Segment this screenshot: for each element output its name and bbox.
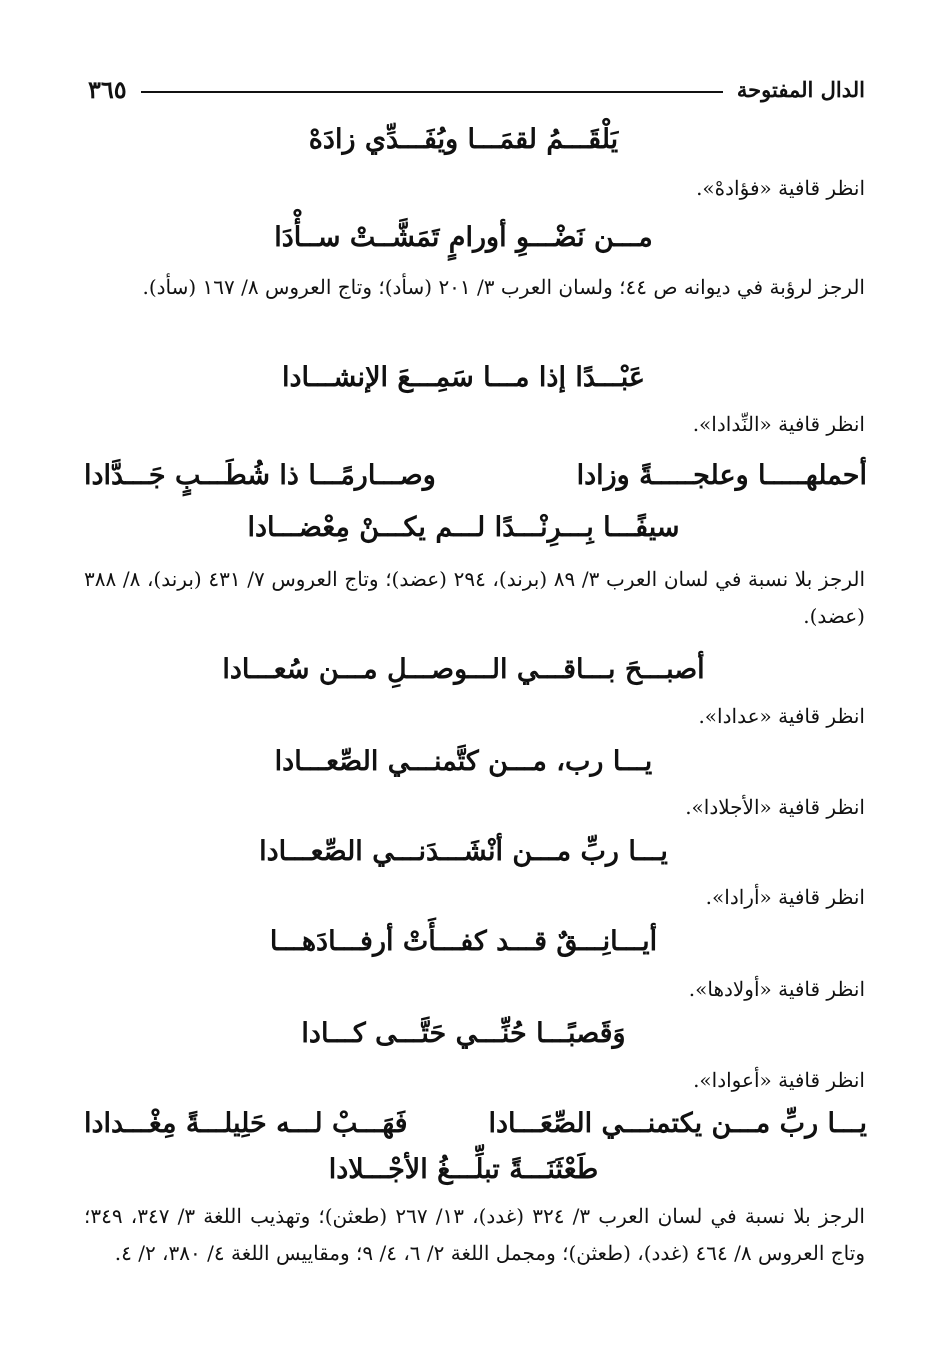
hemistich-left: فَهَـــبْ لـــه حَلِيلـــةً مِغْـــدادا: [84, 1108, 408, 1139]
chapter-title: الدال المفتوحة: [736, 76, 865, 102]
note-9: انظر قافية «أعوادا».: [693, 1068, 865, 1092]
hemistich-right: يـــا ربِّ مـــن يكتمنـــي الصِّعَـــادا: [488, 1108, 867, 1139]
hemistich-left: وصـــارمًـــا ذا شُطَـــبٍ جَـــدَّادا: [84, 460, 436, 491]
note-3: انظر قافية «النِّدادا».: [692, 412, 865, 436]
verse-4-line-1: [84, 460, 867, 491]
verse-2: مـــن نَضْـــوِ أورامٍ تَمَشَّــتْ ســأْدَا: [274, 222, 653, 253]
note-5: انظر قافية «عدادا».: [698, 704, 865, 728]
verse-5: أصبـــحَ بـــاقـــي الـــوصـــلِ مـــن سُعـــادا: [222, 654, 705, 685]
verse-3: عَبْـــدًا إذا مـــا سَمِـــعَ الإنشـــادا: [281, 362, 646, 393]
verse-8: أيـــانِـــقٌ قـــد كفـــأَتْ أرفـــادَهـــا: [269, 926, 658, 957]
verse-1: يَلْقَـــمُ لقمَـــا ويُفَـــدِّي زادَهْ: [308, 124, 619, 155]
note-8: انظر قافية «أولادها».: [688, 977, 865, 1001]
verse-9: وَقَصبًـــا حُنِّـــي حَتَّـــى كـــادا: [301, 1018, 626, 1049]
verse-7: يـــا ربِّ مـــن أنْشَـــدَنـــي الصِّعـــادا: [259, 836, 668, 867]
hemistich-right: أحملهـــــا وعلجـــــةً وزادا: [576, 460, 867, 491]
note-6: انظر قافية «الأجلادا».: [685, 795, 865, 819]
verse-10-line-2: طَعْثَنَـــةً تبلِّـــغُ الأجْـــلادا: [328, 1154, 599, 1185]
note-7: انظر قافية «أرادا».: [705, 885, 865, 909]
note-1: انظر قافية «فؤادهْ».: [696, 176, 865, 200]
verse-6: يـــا رب، مـــن كتَّمنـــي الصِّعـــادا: [274, 746, 653, 777]
page-number: ٣٦٥: [88, 74, 127, 104]
verse-10-line-1: [84, 1108, 867, 1139]
verse-4-line-2: سيفًـــا بِـــرِنْـــدًا لـــم يكـــنْ مِعْضـــادا: [247, 512, 680, 543]
running-header: [88, 72, 865, 106]
note-10: الرجز بلا نسبة في لسان العرب ٣/ ٣٢٤ (غدد)، ١٣/ ٢٦٧ (طعثن)؛ وتهذيب اللغة ٣/ ٣٤٧، ٣٤٩؛ وتاج العروس ٨/ ٤٦٤ (غدد)، (طعثن)؛ ومجمل اللغة ٢/ ٦، ٤/ ٩؛ ومقاييس اللغة ٤/ ٣٨٠، ٢/ ٤.: [84, 1204, 865, 1265]
note-4: الرجز بلا نسبة في لسان العرب ٣/ ٨٩ (برند)، ٢٩٤ (عضد)؛ وتاج العروس ٧/ ٤٣١ (برند)، ٨/ ٣٨٨ (عضد).: [84, 567, 865, 628]
header-rule: [141, 91, 723, 93]
note-2: الرجز لرؤبة في ديوانه ص ٤٤؛ ولسان العرب ٣/ ٢٠١ (سأد)؛ وتاج العروس ٨/ ١٦٧ (سأد).: [142, 275, 865, 299]
